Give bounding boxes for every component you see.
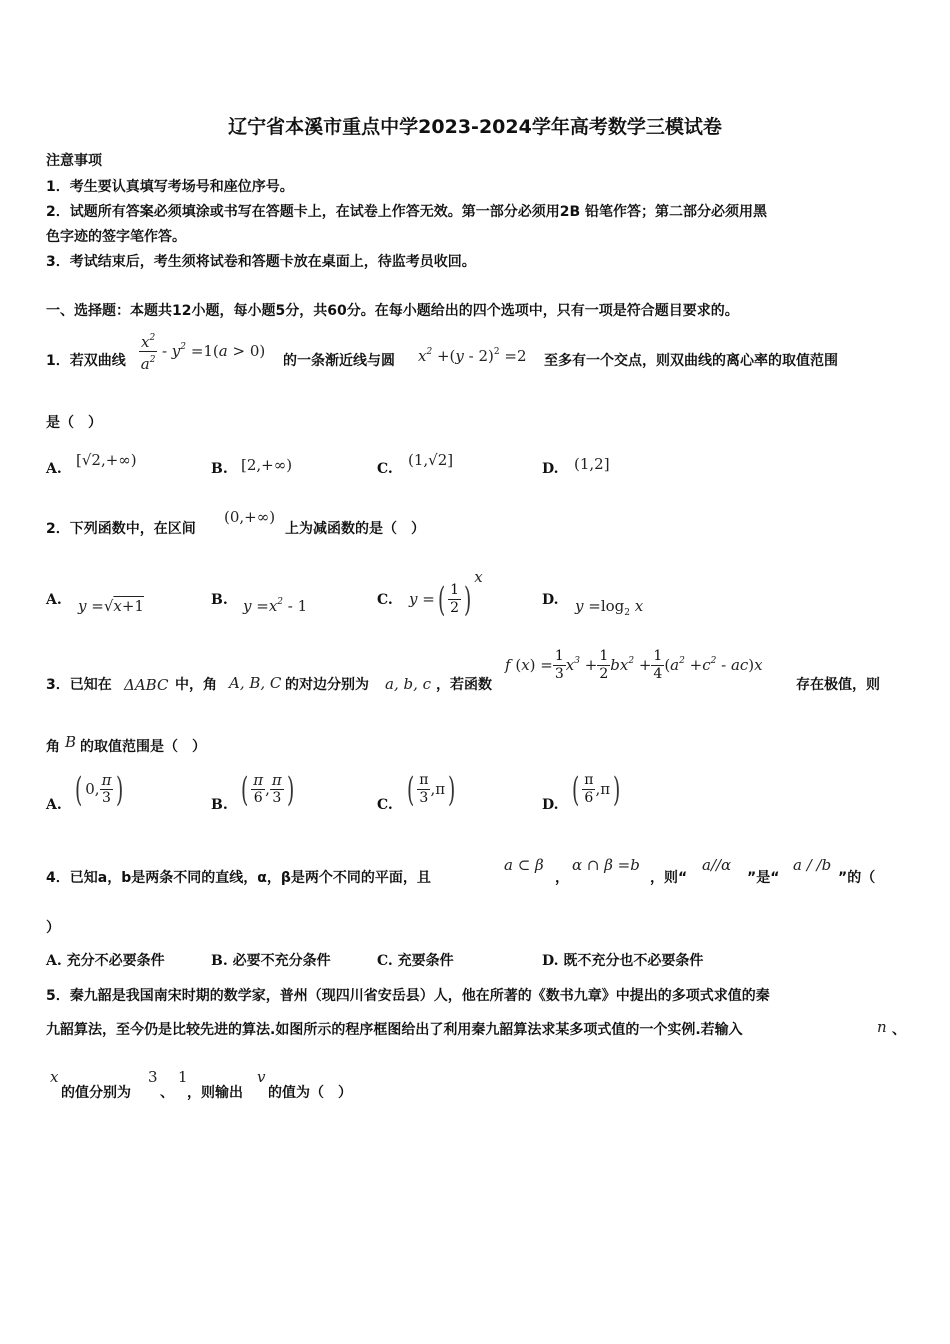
q1-option-c-value: (1,√2] (408, 451, 454, 469)
q3-option-d-value: ( $\frac{\pi}{6}$ ,π) (571, 769, 621, 810)
q5-line3d: 的值为（ ） (268, 1085, 352, 1101)
q1-option-a-letter: A. (46, 461, 62, 477)
q1-suffix: 至多有一个交点，则双曲线的离心率的取值范围 (544, 353, 838, 369)
q2-suffix: 上为减函数的是（ ） (285, 521, 425, 537)
page-title: 辽宁省本溪市重点中学2023-2024学年高考数学三模试卷 (228, 116, 722, 138)
q4-text-is: ”是“ (747, 870, 780, 886)
q3-option-a-value: ( 0, $\frac{\pi}{3}$ ) (74, 769, 124, 810)
q2-option-a-letter: A. (46, 592, 62, 608)
q4-comma1: ， (555, 870, 569, 886)
q2-prefix: 2．下列函数中，在区间 (46, 521, 196, 537)
q1-hyperbola-equation: $\frac{x^2}{a^2}$ - $y^2 =1(a > 0)$ (139, 330, 265, 373)
q3-option-d-letter: D. (542, 797, 559, 813)
q1-option-d-letter: D. (542, 461, 559, 477)
q1-option-b-value: [2,+∞) (241, 456, 293, 474)
notice-item-2-cont: 色字迹的签字笔作答。 (46, 229, 186, 245)
q3-angle-b: B (65, 733, 77, 751)
q1-line2: 是（ ） (46, 415, 102, 431)
q2-option-c-value: y =( $\frac{1}{2}$ )$^x$ (409, 568, 483, 620)
q4-option-d-value: 既不充分也不必要条件 (563, 953, 704, 969)
q4-math-parallel-plane: a//α (702, 856, 732, 874)
notice-heading: 注意事项 (46, 153, 102, 169)
q2-option-a-value: y =√x+1 (78, 597, 144, 615)
q4-option-c-letter: C. (377, 953, 393, 969)
notice-item-1: 1．考生要认真填写考场号和座位序号。 (46, 179, 294, 195)
section-heading: 一、选择题：本题共12小题，每小题5分，共60分。在每小题给出的四个选项中，只有一项是符合题目要求的。 (46, 303, 739, 319)
q4-option-a-value: 充分不必要条件 (66, 953, 165, 969)
q3-line2a: 角 (46, 739, 60, 755)
q3-option-a-letter: A. (46, 797, 62, 813)
q3-option-c-letter: C. (377, 797, 393, 813)
q4-option-a (46, 951, 165, 971)
q4-text-then: ，则“ (650, 870, 688, 886)
q1-circle-equation: $x^2 +(y - 2)^2 =2$ (418, 347, 527, 365)
q4-option-c (377, 951, 454, 971)
q3-function-equation: f (x) = $\frac{1}{3}$ $x^3$ + $\frac{1}{2}$ $bx^2$ + $\frac{1}{4}$ $(a^2 +c^2 - ac)x$ (505, 648, 763, 682)
q4-math-intersect: α ∩ β =b (572, 856, 640, 874)
q5-line3a: 的值分别为 (61, 1085, 131, 1101)
q3-text2: 中，角 (175, 677, 217, 693)
q4-option-c-value: 充要条件 (397, 953, 454, 969)
q5-var-x: x (50, 1068, 59, 1086)
notice-item-3: 3．考试结束后，考生须将试卷和答题卡放在桌面上，待监考员收回。 (46, 254, 476, 270)
q2-option-c-letter: C. (377, 592, 393, 608)
q5-line2-sep: 、 (892, 1022, 906, 1038)
q1-prefix: 1．若双曲线 (46, 353, 126, 369)
q5-value-1: 1 (178, 1068, 188, 1086)
q5-value-3: 3 (148, 1068, 158, 1086)
q5-var-n: n (877, 1018, 887, 1036)
q5-line3c: ，则输出 (187, 1085, 243, 1101)
q4-option-a-letter: A. (46, 953, 62, 969)
q1-option-b-letter: B. (211, 461, 228, 477)
q3-text5: 存在极值，则 (796, 677, 880, 693)
q2-interval: (0,+∞) (224, 508, 276, 526)
q4-line2: ） (46, 920, 60, 936)
q3-line2c: 的取值范围是（ ） (80, 739, 206, 755)
q5-var-v: v (257, 1068, 266, 1086)
q4-text1: 4．已知a，b是两条不同的直线，α，β是两个不同的平面，且 (46, 870, 431, 886)
q2-option-d-value: $y =\log_2$ x (575, 597, 644, 618)
q3-triangle: ΔABC (124, 676, 169, 694)
q3-option-b-value: ( $\frac{\pi}{6}$ , $\frac{\pi}{3}$ ) (240, 769, 295, 810)
q3-angles: A, B, C (229, 674, 282, 692)
q1-mid: 的一条渐近线与圆 (283, 353, 395, 369)
q3-text3: 的对边分别为 (285, 677, 369, 693)
q4-option-d (542, 951, 703, 971)
q1-option-a-value: [√2,+∞) (76, 451, 137, 469)
q3-option-b-letter: B. (211, 797, 228, 813)
q3-text4: ，若函数 (436, 677, 492, 693)
q4-math-subset: a ⊂ β (504, 856, 544, 874)
notice-item-2: 2．试题所有答案必须填涂或书写在答题卡上，在试卷上作答无效。第一部分必须用2B 铅笔作答；第二部分必须用黑 (46, 204, 768, 220)
q2-option-b-value: $y =x^2 - 1$ (243, 597, 308, 615)
q2-option-b-letter: B. (211, 592, 228, 608)
q4-option-b-value: 必要不充分条件 (232, 953, 331, 969)
q4-math-parallel-lines: a / /b (793, 856, 832, 874)
q5-line3b: 、 (160, 1085, 174, 1101)
q5-line1: 5．秦九韶是我国南宋时期的数学家，普州（现四川省安岳县）人，他在所著的《数书九章》中提出的多项式求值的秦 (46, 988, 770, 1004)
q3-sides: a, b, c (385, 675, 432, 693)
q1-option-c-letter: C. (377, 461, 393, 477)
q4-option-b-letter: B. (211, 953, 228, 969)
q1-option-d-value: (1,2] (574, 455, 610, 473)
q5-line2: 九韶算法，至今仍是比较先进的算法.如图所示的程序框图给出了利用秦九韶算法求某多项式值的一个实例.若输入 (46, 1022, 743, 1038)
q4-text-of: ”的（ (838, 870, 876, 886)
q3-prefix: 3．已知在 (46, 677, 112, 693)
q4-option-b (211, 951, 331, 971)
q3-option-c-value: ( $\frac{\pi}{3}$ ,π) (406, 769, 456, 810)
q4-option-d-letter: D. (542, 953, 559, 969)
q2-option-d-letter: D. (542, 592, 559, 608)
